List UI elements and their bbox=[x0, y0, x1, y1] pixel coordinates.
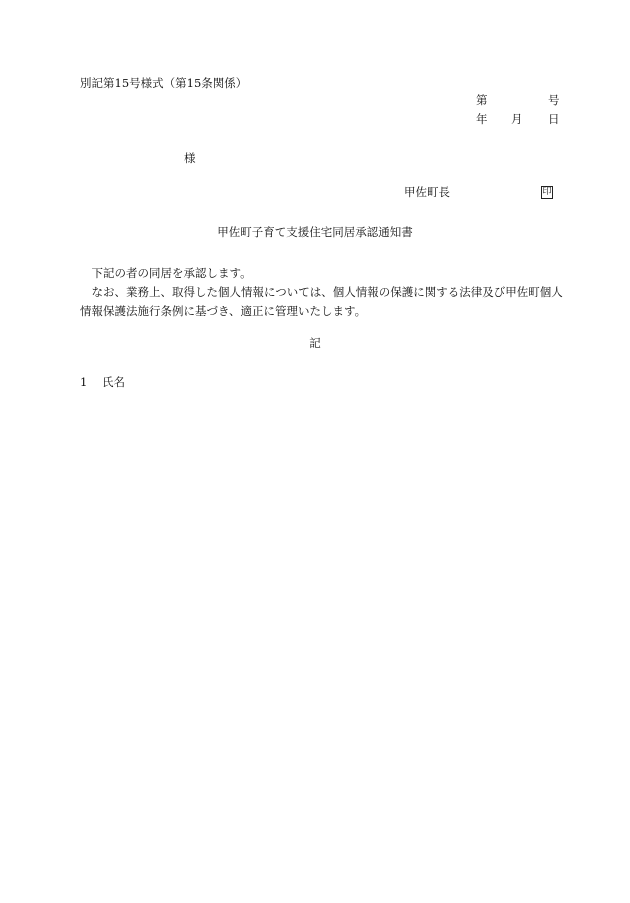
list-item bbox=[80, 377, 125, 389]
date-year-label: 年 bbox=[476, 112, 488, 126]
date-day-label: 日 bbox=[548, 112, 560, 126]
item-label-name: 氏名 bbox=[102, 375, 125, 389]
document-number-prefix: 第 bbox=[476, 93, 488, 107]
date-month-label: 月 bbox=[511, 112, 523, 126]
form-label: 別記第15号様式（第15条関係） bbox=[80, 76, 248, 90]
body-paragraph-2: なお、業務上、取得した個人情報については、個人情報の保護に関する法律及び甲佐町個人情報保護法施行条例に基づき、適正に管理いたします。 bbox=[80, 285, 563, 318]
body-paragraph-1: 下記の者の同居を承認します。 bbox=[91, 266, 252, 280]
addressee-honorific: 様 bbox=[184, 151, 196, 165]
ki-heading: 記 bbox=[309, 336, 321, 350]
document-title: 甲佐町子育て支援住宅同居承認通知書 bbox=[217, 225, 413, 239]
body-text bbox=[80, 264, 570, 321]
document-number-suffix: 号 bbox=[548, 93, 560, 107]
seal-stamp: 印 bbox=[542, 187, 552, 197]
issuer-name: 甲佐町長 bbox=[404, 185, 450, 199]
item-number: 1 bbox=[80, 375, 88, 389]
